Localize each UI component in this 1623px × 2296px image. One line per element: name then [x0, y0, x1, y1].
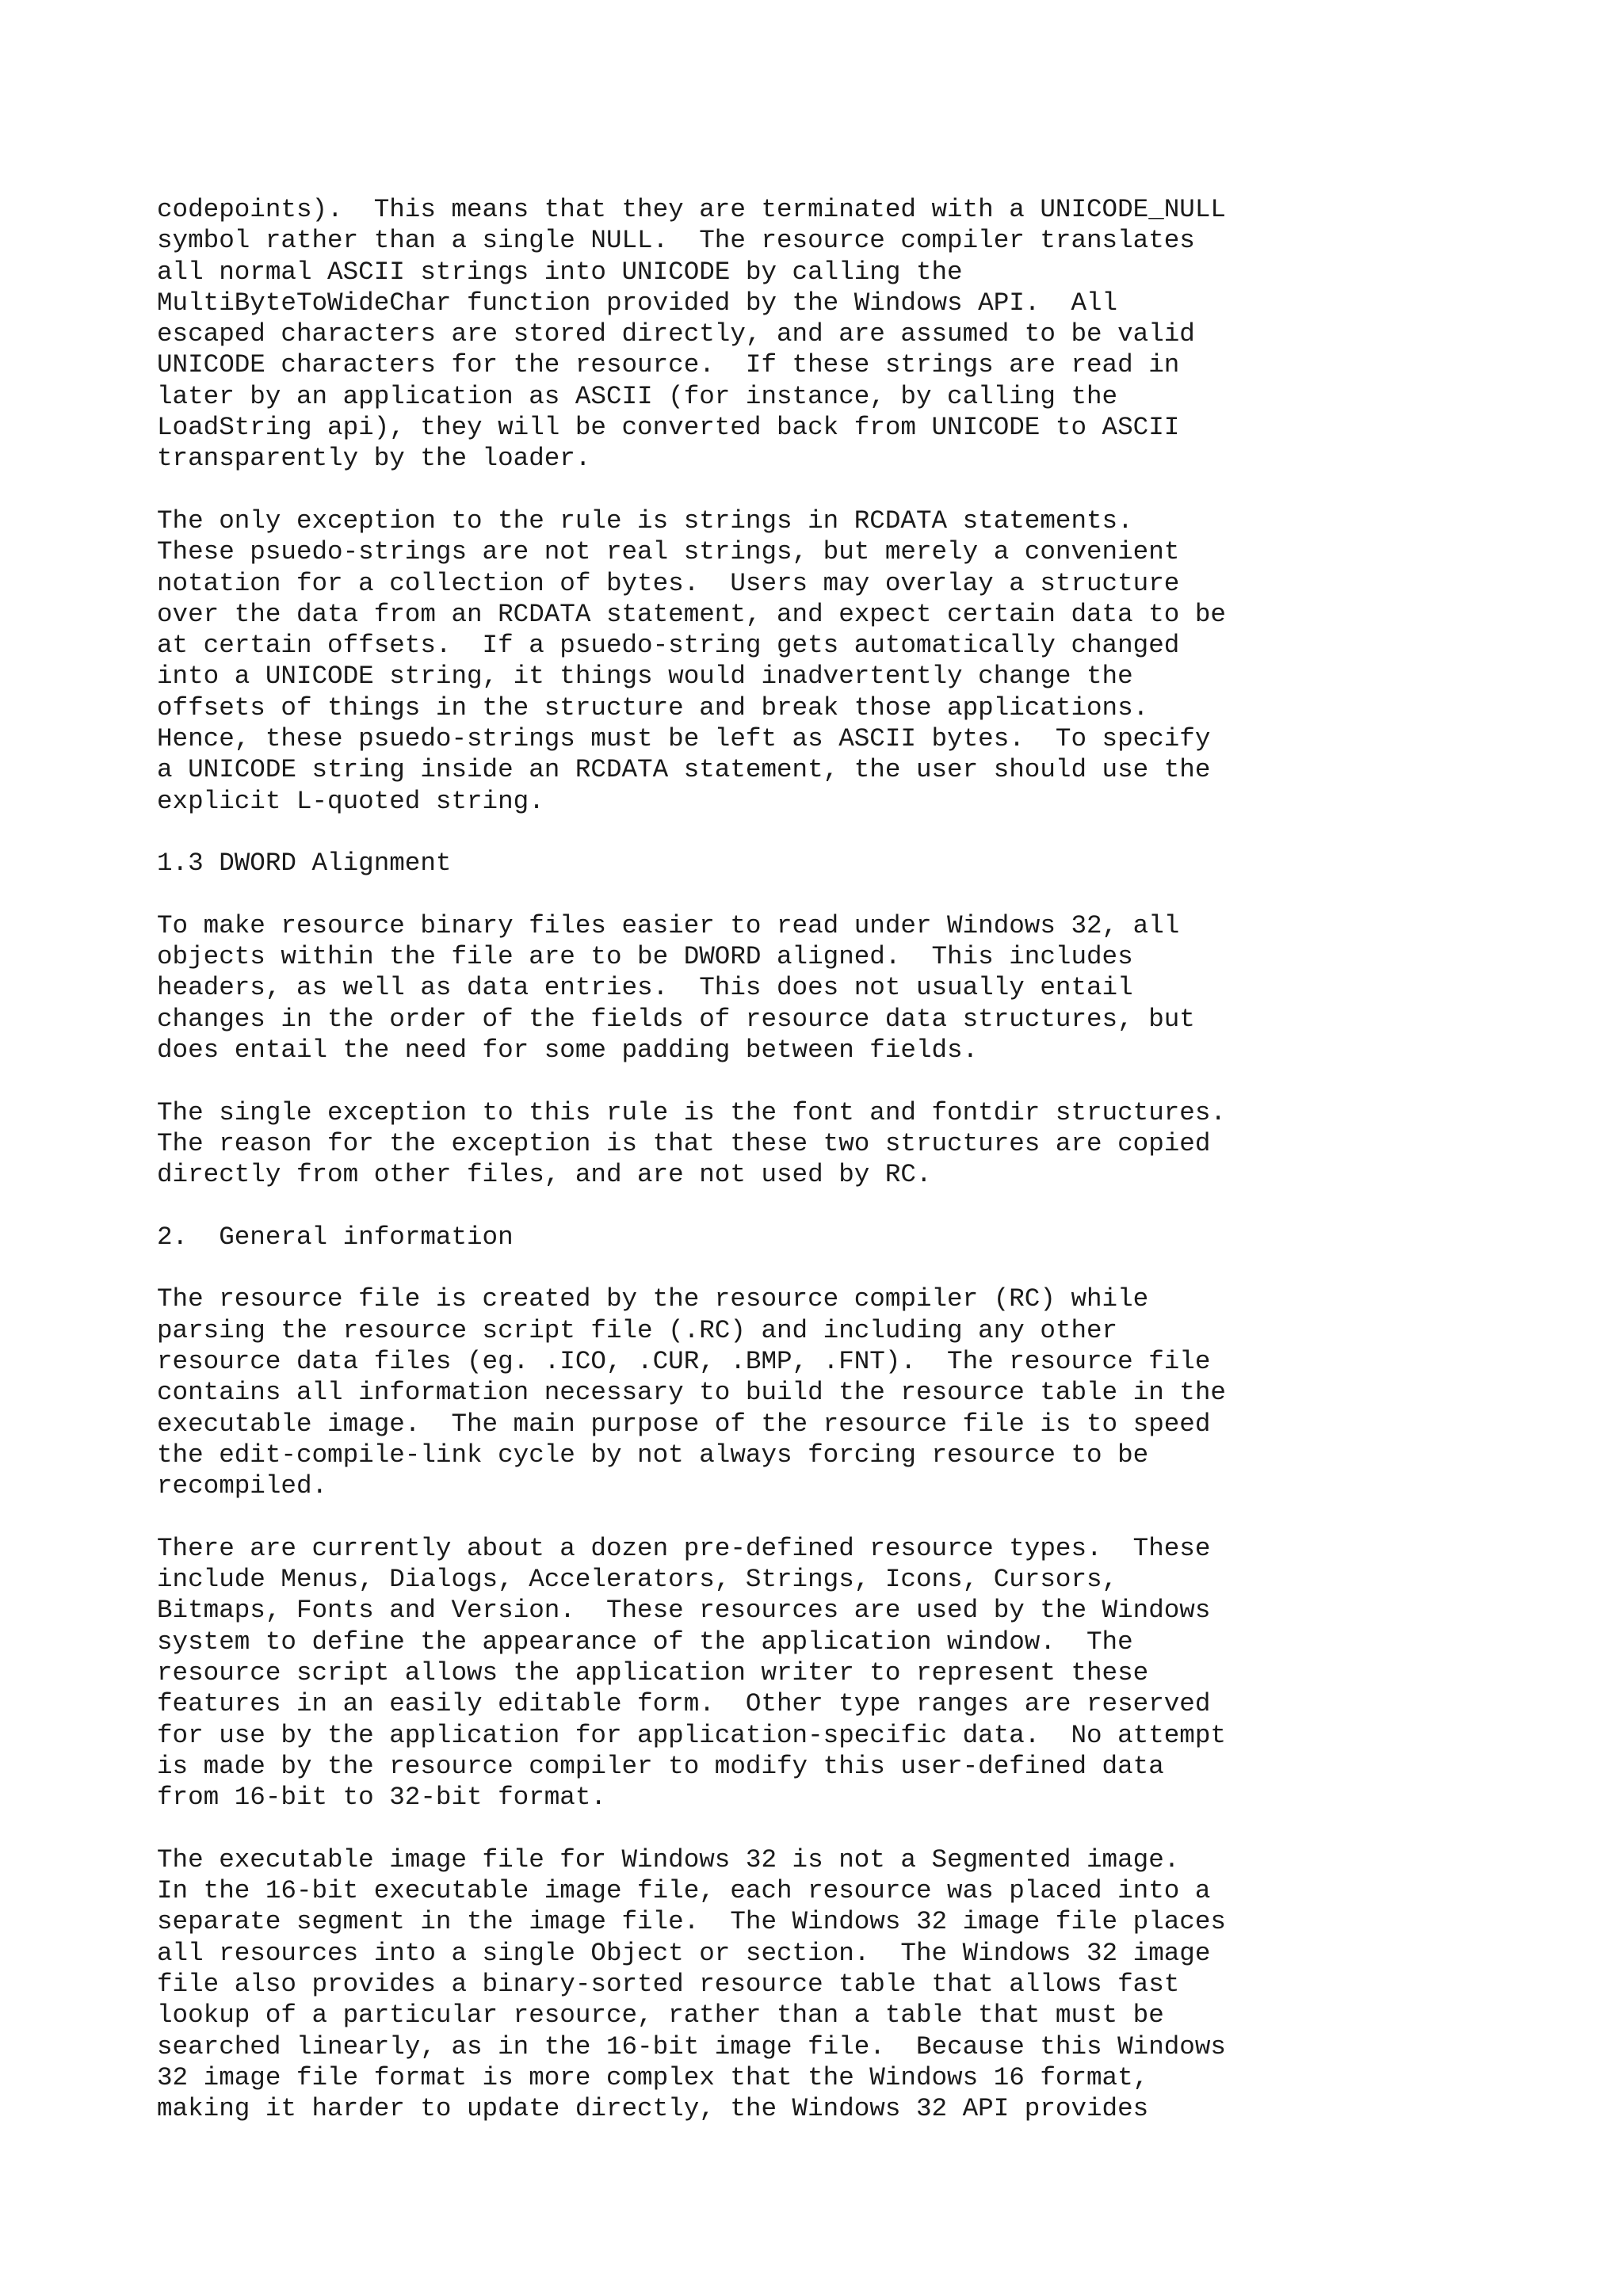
paragraph-rcdata-exception: The only exception to the rule is strings in RCDATA statements. These psuedo-strings are not real strings, but merely a convenient notation for a collection of bytes. Users may overlay a structure over the data from an RCDATA statement, and expect certain data to be at certain offsets. If a psuedo-string gets automatically changed into a UNICODE string, it things would inadvertently change the offsets of things in the structure and break those applications. Hence, these psuedo-strings must be left as ASCII bytes. To specify a UNICODE string inside an RCDATA statement, the user should use the explicit L-quoted string.	[157, 505, 1226, 816]
paragraph-resource-file: The resource file is created by the resource compiler (RC) while parsing the resource script file (.RC) and including any other resource data files (eg. .ICO, .CUR, .BMP, .FNT). The resource file contains all information necessary to build the resource table in the executable image. The main purpose of the resource file is to speed the edit-compile-link cycle by not always forcing resource to be recompiled.	[157, 1284, 1226, 1501]
paragraph-gap	[157, 1066, 1504, 1097]
paragraph-executable-image: The executable image file for Windows 32 is not a Segmented image. In the 16-bit executable image file, each resource was placed into a separate segment in the image file. The Windows 32 image file places all resources into a single Object or section. The Windows 32 image file also provides a binary-sorted resource table that allows fast lookup of a particular resource, rather than a table that must be searched linearly, as in the 16-bit image file. Because this Windows 32 image file format is more complex that the Windows 16 format, making it harder to update directly, the Windows 32 API provides	[157, 1844, 1226, 2124]
paragraph-gap	[157, 475, 1504, 505]
paragraph-gap	[157, 817, 1504, 848]
paragraph-gap	[157, 879, 1504, 910]
section-heading-dword-alignment: 1.3 DWORD Alignment	[157, 849, 452, 879]
paragraph-dword-alignment: To make resource binary files easier to read under Windows 32, all objects within the file are to be DWORD aligned. This includes headers, as well as data entries. This does not usually entail changes in the order of the fields of resource data structures, but does entail the need for some padding between fields.	[157, 910, 1195, 1066]
paragraph-unicode-strings: codepoints). This means that they are terminated with a UNICODE_NULL symbol rather than a single NULL. The resource compiler translates all normal ASCII strings into UNICODE by calling the MultiByteToWideChar function provided by the Windows API. All escaped characters are stored directly, and are assumed to be valid UNICODE characters for the resource. If these strings are read in later by an application as ASCII (for instance, by calling the LoadString api), they will be converted back from UNICODE to ASCII transparently by the loader.	[157, 195, 1226, 474]
paragraph-resource-types: There are currently about a dozen pre-defined resource types. These include Menus, Dialogs, Accelerators, Strings, Icons, Cursors, Bitmaps, Fonts and Version. These resources are used by the Windows system to define the appearance of the application window. The resource script allows the application writer to represent these features in an easily editable form. Other type ranges are reserved for use by the application for application-specific data. No attempt is made by the resource compiler to modify this user-defined data from 16-bit to 32-bit format.	[157, 1533, 1226, 1813]
paragraph-gap	[157, 1191, 1504, 1222]
paragraph-gap	[157, 1813, 1504, 1844]
document-page	[157, 194, 1504, 2124]
section-heading-general-information: 2. General information	[157, 1222, 514, 1252]
paragraph-gap	[157, 1253, 1504, 1283]
paragraph-gap	[157, 1501, 1504, 1532]
paragraph-font-exception: The single exception to this rule is the font and fontdir structures. The reason for the exception is that these two structures are copied directly from other files, and are not used by RC.	[157, 1097, 1226, 1190]
